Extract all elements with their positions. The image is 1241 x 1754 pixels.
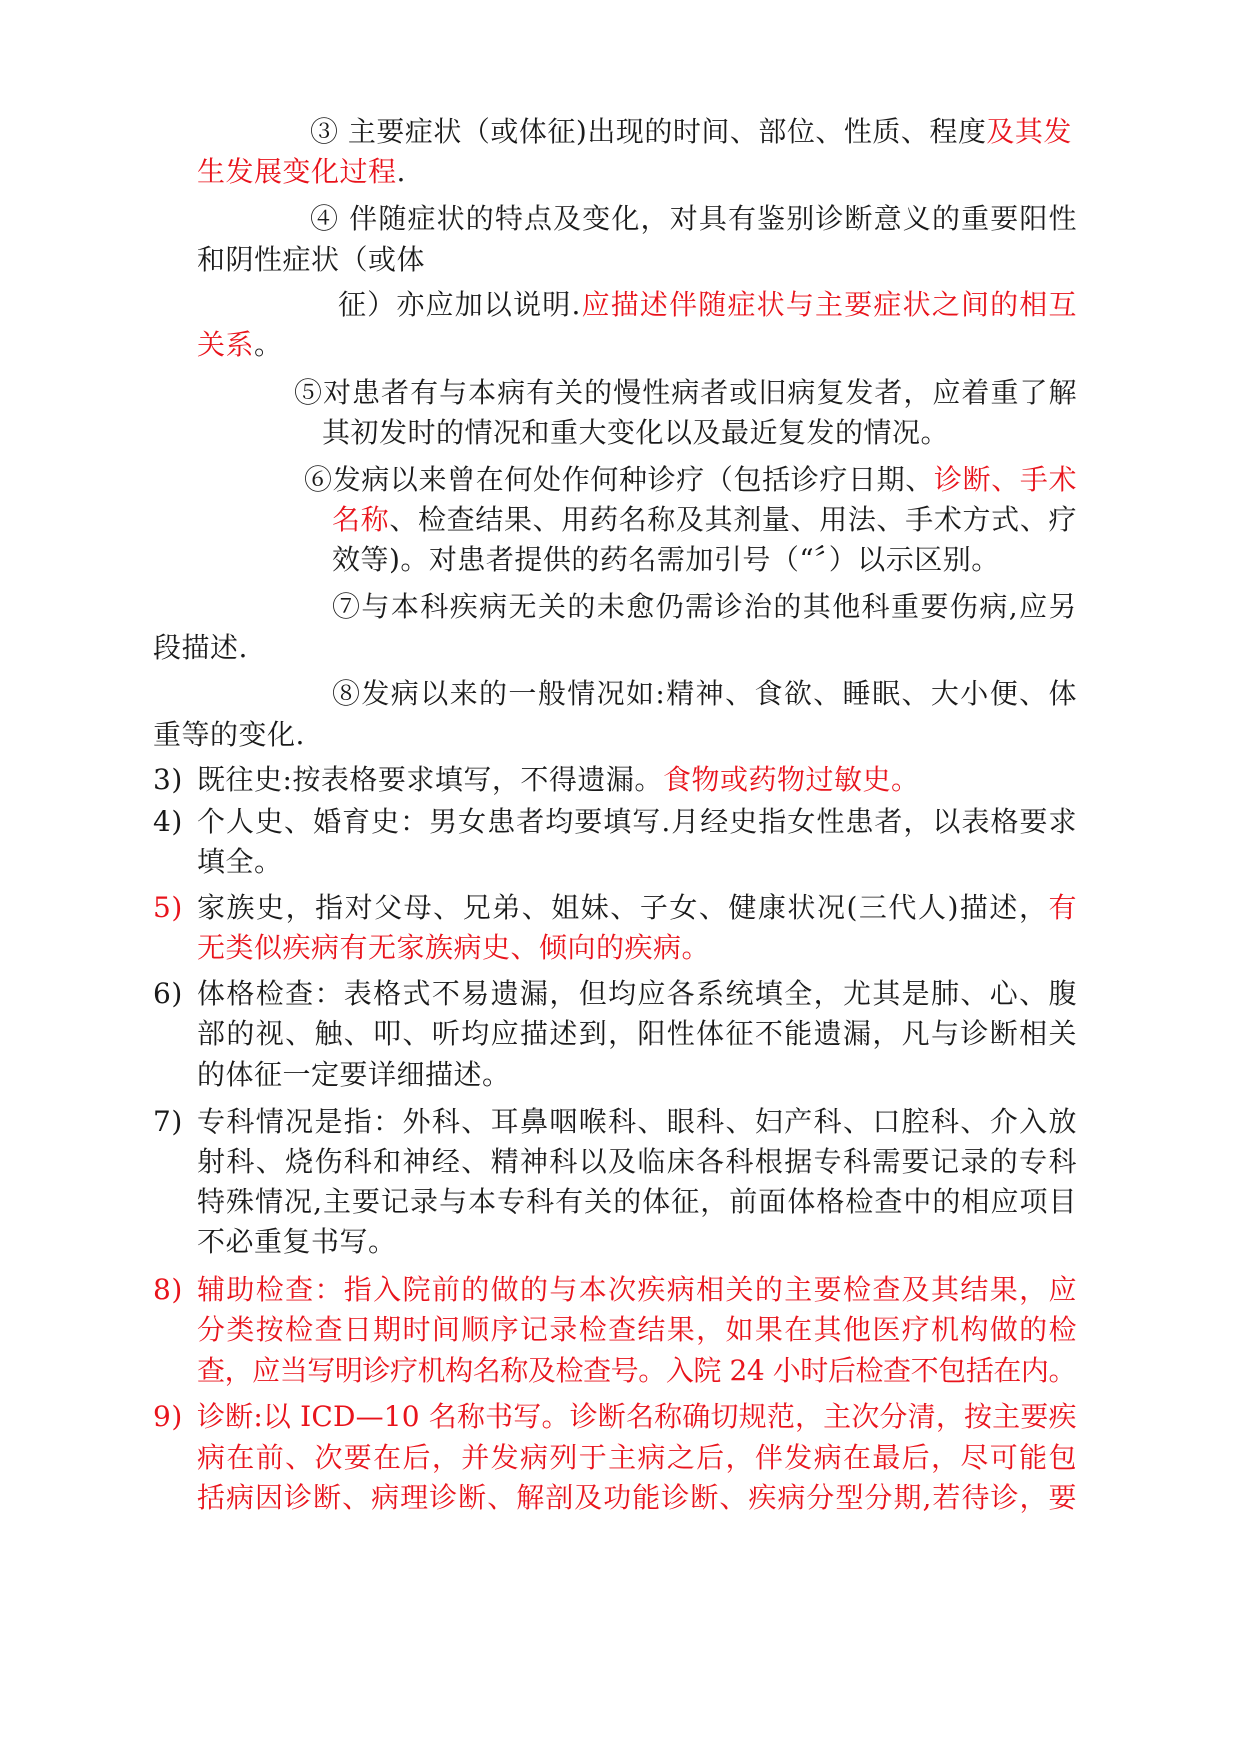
list-number: 6) xyxy=(153,977,183,1010)
line-text xyxy=(332,590,1078,623)
body-text: 专科情况是指：外科、耳鼻咽喉科、眼科、妇产科、口腔科、介入放 xyxy=(197,1105,1078,1138)
text-line xyxy=(153,974,1078,1014)
list-number: 8) xyxy=(153,1273,183,1306)
highlight-text: 辅助检查：指入院前的做的与本次疾病相关的主要检查及其结果，应 xyxy=(197,1273,1078,1306)
body-text: ⑦与本科疾病无关的未愈仍需诊治的其他科重要伤病,应另 xyxy=(332,590,1078,623)
line-text xyxy=(310,115,1072,148)
line-text xyxy=(153,631,248,664)
text-line xyxy=(332,587,1078,627)
body-text: 重等的变化. xyxy=(153,718,305,751)
line-text xyxy=(197,1105,1078,1138)
body-text: 部的视、触、叩、听均应描述到，阳性体征不能遗漏，凡与诊断相关 xyxy=(197,1017,1078,1050)
text-line xyxy=(197,1014,1078,1054)
line-text xyxy=(332,543,1000,576)
highlight-text: 查，应当写明诊疗机构名称及检查号。入院 24 小时后检查不包括在内。 xyxy=(197,1354,1077,1387)
text-line xyxy=(197,1438,1078,1478)
text-line xyxy=(197,1055,511,1095)
text-line xyxy=(197,1478,1078,1518)
highlight-text: 分类按检查日期时间顺序记录检查结果，如果在其他医疗机构做的检 xyxy=(197,1313,1078,1346)
body-text: 、检查结果、用药名称及其剂量、用法、手术方式、疗 xyxy=(389,503,1078,536)
body-text: 效等)。对患者提供的药名需加引号（“〞）以示区别。 xyxy=(332,543,1000,576)
body-text: . xyxy=(396,155,406,188)
text-line xyxy=(153,760,919,800)
body-text: ⑥发病以来曾在何处作何种诊疗（包括诊疗日期、 xyxy=(304,463,934,496)
list-number: 9) xyxy=(153,1400,183,1433)
line-text xyxy=(197,931,710,964)
text-line xyxy=(322,413,949,453)
body-text: ⑧发病以来的一般情况如:精神、食欲、睡眠、大小便、体 xyxy=(332,677,1078,710)
body-text: 体格检查：表格式不易遗漏，但均应各系统填全，尤其是肺、心、腹 xyxy=(197,977,1078,1010)
text-line xyxy=(197,1310,1078,1350)
line-text xyxy=(197,977,1078,1010)
line-text xyxy=(197,1273,1078,1306)
text-line xyxy=(304,460,1077,500)
line-text xyxy=(332,677,1078,710)
text-line xyxy=(197,1182,1078,1222)
line-text xyxy=(197,891,1078,924)
line-text xyxy=(197,1017,1078,1050)
line-text xyxy=(294,376,1078,409)
list-number: 7) xyxy=(153,1105,183,1138)
line-text xyxy=(197,1354,1076,1387)
body-text: 征）亦应加以说明. xyxy=(338,288,582,321)
line-text xyxy=(197,805,1078,838)
list-number: 5) xyxy=(153,891,183,924)
list-number: 4) xyxy=(153,805,183,838)
body-text: ③ 主要症状（或体征)出现的时间、部位、性质、程度 xyxy=(310,115,987,148)
body-text: ⑤对患者有与本病有关的慢性病者或旧病复发者，应着重了解 xyxy=(294,376,1078,409)
line-text xyxy=(197,155,406,188)
text-line xyxy=(197,842,283,882)
body-text: 和阴性症状（或体 xyxy=(197,243,426,276)
highlight-text: 诊断:以 ICD—10 名称书写。诊断名称确切规范，主次分清，按主要疾 xyxy=(197,1400,1077,1433)
text-line xyxy=(197,1351,1076,1391)
line-text xyxy=(197,243,425,276)
highlight-text: 无类似疾病有无家族病史、倾向的疾病。 xyxy=(197,931,711,964)
highlight-text: 食物或药物过敏史。 xyxy=(662,763,920,796)
text-line xyxy=(197,240,425,280)
highlight-text: 及其发 xyxy=(986,115,1072,148)
list-number: 3) xyxy=(153,763,183,796)
line-text xyxy=(310,202,1078,235)
body-text: 段描述. xyxy=(153,631,248,664)
line-text xyxy=(197,845,283,878)
text-line xyxy=(197,928,710,968)
text-line xyxy=(197,1222,397,1262)
text-line xyxy=(338,285,1078,325)
text-line xyxy=(153,1102,1078,1142)
line-text xyxy=(197,1481,1078,1514)
line-text xyxy=(197,1400,1077,1433)
text-line xyxy=(153,802,1078,842)
highlight-text: 括病因诊断、病理诊断、解剖及功能诊断、疾病分型分期,若待诊，要 xyxy=(197,1481,1078,1514)
line-text xyxy=(197,1441,1078,1474)
text-line xyxy=(310,112,1072,152)
body-text: 个人史、婚育史：男女患者均要填写.月经史指女性患者，以表格要求 xyxy=(197,805,1078,838)
body-text: ④ 伴随症状的特点及变化，对具有鉴别诊断意义的重要阳性 xyxy=(310,202,1078,235)
text-line xyxy=(332,674,1078,714)
text-line xyxy=(153,1397,1077,1437)
text-line xyxy=(153,888,1078,928)
highlight-text: 生发展变化过程 xyxy=(197,155,397,188)
body-text: 填全。 xyxy=(197,845,283,878)
line-text xyxy=(197,1185,1078,1218)
line-text xyxy=(338,288,1078,321)
text-line xyxy=(153,715,305,755)
body-text: 其初发时的情况和重大变化以及最近复发的情况。 xyxy=(322,416,950,449)
line-text xyxy=(197,1225,397,1258)
body-text: 特殊情况,主要记录与本专科有关的体征，前面体格检查中的相应项目 xyxy=(197,1185,1078,1218)
text-line xyxy=(197,325,283,365)
text-line xyxy=(332,500,1077,540)
text-line xyxy=(310,199,1078,239)
line-text xyxy=(153,718,305,751)
body-text: 射科、烧伤科和神经、精神科以及临床各科根据专科需要记录的专科 xyxy=(197,1145,1078,1178)
text-line xyxy=(197,152,406,192)
highlight-text: 有 xyxy=(1048,891,1079,924)
line-text xyxy=(197,1145,1078,1178)
body-text: 的体征一定要详细描述。 xyxy=(197,1058,511,1091)
line-text xyxy=(304,463,1077,496)
highlight-text: 病在前、次要在后，并发病列于主病之后，伴发病在最后，尽可能包 xyxy=(197,1441,1078,1474)
highlight-text: 诊断、手术 xyxy=(933,463,1078,496)
body-text: 不必重复书写。 xyxy=(197,1225,397,1258)
highlight-text: 应描述伴随症状与主要症状之间的相互 xyxy=(581,288,1078,321)
line-text xyxy=(322,416,949,449)
line-text xyxy=(197,1313,1078,1346)
line-text xyxy=(197,1058,511,1091)
text-line xyxy=(153,1270,1078,1310)
line-text xyxy=(197,328,283,361)
text-line xyxy=(294,373,1078,413)
line-text xyxy=(197,763,919,796)
highlight-text: 关系 xyxy=(197,328,255,361)
line-text xyxy=(332,503,1077,536)
body-text: 既往史:按表格要求填写，不得遗漏。 xyxy=(197,763,663,796)
highlight-text: 名称 xyxy=(332,503,390,536)
text-line xyxy=(197,1142,1078,1182)
text-line xyxy=(153,628,248,668)
text-line xyxy=(332,540,1000,580)
body-text: 家族史，指对父母、兄弟、姐妹、子女、健康状况(三代人)描述， xyxy=(197,891,1049,924)
body-text: 。 xyxy=(254,328,283,361)
